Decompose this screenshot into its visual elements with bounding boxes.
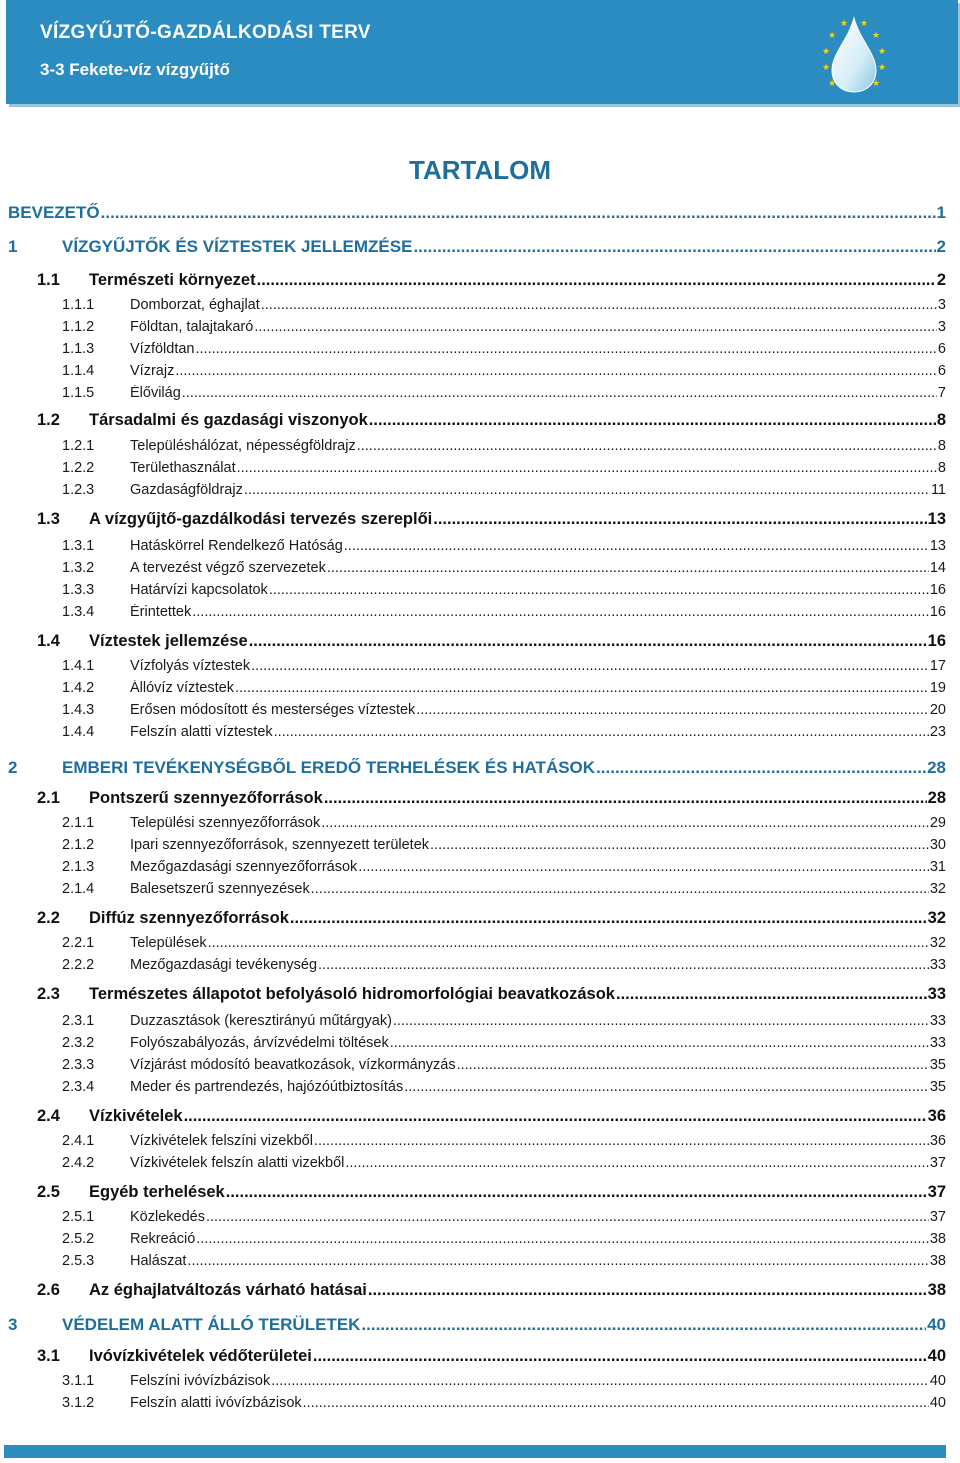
- toc-dot-leader: [182, 385, 937, 401]
- toc-entry-title: BEVEZETŐ: [8, 203, 100, 222]
- toc-entry-title: Felszín alatti víztestek: [130, 724, 273, 740]
- toc-entry[interactable]: [37, 1281, 946, 1303]
- toc-dot-leader: [196, 341, 937, 357]
- svg-text:★: ★: [840, 18, 849, 28]
- svg-text:★: ★: [860, 18, 869, 28]
- toc-entry-page: 28: [927, 789, 946, 807]
- svg-text:★: ★: [822, 62, 831, 72]
- toc-entry[interactable]: [62, 1373, 946, 1393]
- toc-entry[interactable]: [62, 815, 946, 835]
- toc-entry-page: 14: [929, 560, 946, 576]
- toc-entry[interactable]: [8, 1315, 946, 1337]
- toc-entry-number: 2.3.3: [62, 1057, 95, 1073]
- toc-dot-leader: [361, 1315, 926, 1335]
- toc-dot-leader: [274, 724, 929, 740]
- toc-entry-page: 19: [929, 680, 946, 696]
- toc-dot-leader: [196, 1231, 929, 1247]
- toc-entry-page: 33: [929, 1035, 946, 1051]
- svg-text:★: ★: [872, 78, 881, 88]
- toc-entry-title: Folyószabályozás, árvízvédelmi töltések: [130, 1035, 389, 1051]
- toc-entry-page: 20: [929, 702, 946, 718]
- toc-entry-title: Meder és partrendezés, hajózóútbiztosítás: [130, 1079, 404, 1095]
- toc-entry-page: 36: [929, 1133, 946, 1149]
- toc-entry-page: 33: [927, 985, 946, 1003]
- toc-entry[interactable]: [62, 1155, 946, 1175]
- toc-entry[interactable]: [62, 724, 946, 744]
- toc-entry-number: 1.1: [37, 271, 60, 289]
- toc-dot-leader: [303, 1395, 929, 1411]
- toc-entry-page: 13: [927, 510, 946, 528]
- toc-entry[interactable]: [62, 1253, 946, 1273]
- toc-entry-page: 16: [929, 604, 946, 620]
- toc-entry[interactable]: [62, 385, 946, 405]
- toc-entry-title: Határvízi kapcsolatok: [130, 582, 268, 598]
- svg-text:★: ★: [872, 30, 881, 40]
- toc-dot-leader: [313, 1347, 927, 1366]
- toc-dot-leader: [192, 604, 929, 620]
- svg-text:★: ★: [828, 30, 837, 40]
- toc-entry[interactable]: [62, 560, 946, 580]
- toc-entry-title: VÍZGYŰJTŐK ÉS VÍZTESTEK JELLEMZÉSE: [62, 237, 413, 256]
- toc-entry-number: 1.4.1: [62, 658, 95, 674]
- toc-entry-page: 37: [929, 1209, 946, 1225]
- toc-entry-title: Területhasználat: [130, 460, 236, 476]
- toc-entry-title: Élővilág: [130, 385, 181, 401]
- toc-entry-page: 7: [937, 385, 946, 401]
- toc-dot-leader: [457, 1057, 929, 1073]
- toc-entry-title: Mezőgazdasági szennyezőforrások: [130, 859, 358, 875]
- toc-entry-title: Erősen módosított és mesterséges víztestek: [130, 702, 416, 718]
- toc-entry-number: 3.1: [37, 1347, 60, 1365]
- toc-entry-page: 40: [929, 1395, 946, 1411]
- toc-entry-page: 3: [937, 297, 946, 313]
- toc-dot-leader: [430, 837, 929, 853]
- toc-entry-title: Természeti környezet: [89, 271, 256, 289]
- page-title: TARTALOM: [409, 155, 551, 185]
- toc-entry[interactable]: [37, 632, 946, 654]
- toc-entry[interactable]: [62, 363, 946, 383]
- toc-entry[interactable]: [62, 680, 946, 700]
- toc-entry[interactable]: [62, 1013, 946, 1033]
- toc-entry-title: Duzzasztások (keresztirányú műtárgyak): [130, 1013, 392, 1029]
- toc-entry[interactable]: [62, 538, 946, 558]
- toc-entry[interactable]: [62, 658, 946, 678]
- toc-entry-page: 38: [929, 1253, 946, 1269]
- toc-entry-number: 2.3.4: [62, 1079, 95, 1095]
- toc-entry-page: 28: [927, 758, 946, 777]
- toc-entry-number: 1.1.4: [62, 363, 95, 379]
- toc-entry[interactable]: [62, 341, 946, 361]
- toc-dot-leader: [345, 1155, 928, 1171]
- toc-entry-number: 2.5.3: [62, 1253, 95, 1269]
- toc-entry-page: 6: [937, 341, 946, 357]
- toc-dot-leader: [187, 1253, 928, 1269]
- toc-entry[interactable]: [62, 482, 946, 502]
- toc-dot-leader: [254, 319, 937, 335]
- toc-entry-page: 1: [936, 203, 946, 222]
- toc-entry-title: Felszín alatti ivóvízbázisok: [130, 1395, 302, 1411]
- toc-entry-title: Természetes állapotot befolyásoló hidromorfológiai beavatkozások: [89, 985, 615, 1003]
- toc-entry-page: 16: [929, 582, 946, 598]
- toc-entry[interactable]: [62, 837, 946, 857]
- toc-entry-title: Halászat: [130, 1253, 187, 1269]
- toc-entry[interactable]: [62, 604, 946, 624]
- footer-bar: [4, 1445, 946, 1458]
- toc-entry[interactable]: [62, 1209, 946, 1229]
- toc-entry-page: 8: [937, 460, 946, 476]
- toc-entry-number: 1.2.1: [62, 438, 95, 454]
- toc-entry-number: 2.1.3: [62, 859, 95, 875]
- toc-dot-leader: [206, 1209, 929, 1225]
- toc-entry-title: Településhálózat, népességföldrajz: [130, 438, 356, 454]
- toc-entry-number: 1.1.5: [62, 385, 95, 401]
- toc-entry[interactable]: [8, 203, 946, 225]
- toc-dot-leader: [175, 363, 937, 379]
- toc-entry-title: Vízkivételek: [89, 1107, 183, 1125]
- toc-dot-leader: [226, 1183, 927, 1202]
- toc-entry-title: EMBERI TEVÉKENYSÉGBŐL EREDŐ TERHELÉSEK ÉS HATÁSOK: [62, 758, 596, 777]
- toc-dot-leader: [269, 582, 929, 598]
- toc-entry[interactable]: [62, 859, 946, 879]
- toc-dot-leader: [404, 1079, 929, 1095]
- toc-entry-title: Az éghajlatváltozás várható hatásai: [89, 1281, 367, 1299]
- toc-dot-leader: [416, 702, 929, 718]
- toc-entry-page: 32: [927, 909, 946, 927]
- toc-entry-number: 2.2: [37, 909, 60, 927]
- toc-dot-leader: [314, 1133, 929, 1149]
- toc-entry-number: 2.5: [37, 1183, 60, 1201]
- toc-dot-leader: [596, 758, 926, 778]
- svg-text:★: ★: [828, 78, 837, 88]
- toc-entry[interactable]: [37, 1107, 946, 1129]
- toc-entry-page: 40: [927, 1347, 946, 1365]
- toc-entry-number: 1: [8, 237, 18, 256]
- toc-entry-page: 30: [929, 837, 946, 853]
- toc-dot-leader: [235, 680, 929, 696]
- toc-entry-page: 29: [929, 815, 946, 831]
- toc-entry[interactable]: [62, 582, 946, 602]
- toc-dot-leader: [369, 411, 936, 430]
- toc-entry-title: Társadalmi és gazdasági viszonyok: [89, 411, 368, 429]
- toc-entry-number: 2.2.2: [62, 957, 95, 973]
- toc-entry-title: Pontszerű szennyezőforrások: [89, 789, 323, 807]
- toc-dot-leader: [237, 460, 937, 476]
- toc-entry-page: 8: [937, 438, 946, 454]
- toc-entry[interactable]: [62, 702, 946, 722]
- toc-entry-page: 40: [927, 1315, 946, 1334]
- toc-entry-number: 2.6: [37, 1281, 60, 1299]
- toc-dot-leader: [393, 1013, 929, 1029]
- toc-dot-leader: [318, 957, 929, 973]
- toc-dot-leader: [321, 815, 929, 831]
- toc-dot-leader: [616, 985, 927, 1004]
- toc-entry-page: 33: [929, 957, 946, 973]
- toc-entry-number: 1.4.2: [62, 680, 95, 696]
- toc-entry-number: 3: [8, 1315, 18, 1334]
- toc-entry[interactable]: [37, 1347, 946, 1369]
- toc-entry-title: Települések: [130, 935, 207, 951]
- toc-entry-number: 2.1: [37, 789, 60, 807]
- toc-entry-number: 1.3.4: [62, 604, 95, 620]
- toc-entry-page: 32: [929, 935, 946, 951]
- toc-entry-number: 2.4.2: [62, 1155, 95, 1171]
- toc-entry[interactable]: [37, 510, 946, 532]
- toc-entry-page: 2: [936, 237, 946, 256]
- toc-entry[interactable]: [62, 1231, 946, 1251]
- toc-dot-leader: [358, 859, 929, 875]
- toc-entry-title: Földtan, talajtakaró: [130, 319, 254, 335]
- toc-entry[interactable]: [62, 1079, 946, 1099]
- toc-entry-number: 2.3: [37, 985, 60, 1003]
- toc-entry-title: Gazdaságföldrajz: [130, 482, 243, 498]
- svg-text:★: ★: [878, 62, 887, 72]
- toc-entry[interactable]: [62, 1133, 946, 1153]
- toc-entry-number: 1.4.4: [62, 724, 95, 740]
- toc-entry-title: Települési szennyezőforrások: [130, 815, 321, 831]
- toc-entry-number: 1.3.3: [62, 582, 95, 598]
- toc-dot-leader: [390, 1035, 929, 1051]
- toc-entry-page: 11: [930, 482, 946, 498]
- toc-entry-title: Állóvíz víztestek: [130, 680, 234, 696]
- toc-dot-leader: [208, 935, 929, 951]
- toc-entry-title: Vízfolyás víztestek: [130, 658, 251, 674]
- toc-entry-number: 1.1.3: [62, 341, 95, 357]
- toc-dot-leader: [290, 909, 927, 928]
- toc-entry-page: 17: [929, 658, 946, 674]
- toc-dot-leader: [368, 1281, 927, 1300]
- toc-entry-number: 1.1.2: [62, 319, 95, 335]
- toc-entry-title: Mezőgazdasági tevékenység: [130, 957, 318, 973]
- toc-entry[interactable]: [62, 935, 946, 955]
- toc-entry-page: 37: [929, 1155, 946, 1171]
- toc-entry-title: Domborzat, éghajlat: [130, 297, 260, 313]
- toc-entry-title: A vízgyűjtő-gazdálkodási tervezés szereplői: [89, 510, 433, 528]
- header-title: VÍZGYŰJTŐ-GAZDÁLKODÁSI TERV: [40, 22, 371, 43]
- toc-entry-title: Vízkivételek felszín alatti vizekből: [130, 1155, 345, 1171]
- toc-entry-page: 35: [929, 1079, 946, 1095]
- toc-entry[interactable]: [8, 237, 946, 259]
- toc-entry-title: Vízjárást módosító beavatkozások, vízkormányzás: [130, 1057, 456, 1073]
- toc-entry[interactable]: [62, 460, 946, 480]
- toc-entry-number: 1.3: [37, 510, 60, 528]
- toc-entry-number: 2.5.2: [62, 1231, 95, 1247]
- toc-entry-number: 2.3.1: [62, 1013, 95, 1029]
- toc-entry-number: 2.4: [37, 1107, 60, 1125]
- toc-entry-page: 16: [927, 632, 946, 650]
- toc-entry-number: 2.1.4: [62, 881, 95, 897]
- toc-dot-leader: [344, 538, 929, 554]
- toc-entry[interactable]: [62, 957, 946, 977]
- svg-text:★: ★: [822, 46, 831, 56]
- toc-entry-number: 1.2: [37, 411, 60, 429]
- toc-entry-page: 13: [929, 538, 946, 554]
- svg-text:★: ★: [878, 46, 887, 56]
- toc-entry[interactable]: [62, 881, 946, 901]
- toc-entry-title: Közlekedés: [130, 1209, 205, 1225]
- toc-entry-title: Vízrajz: [130, 363, 175, 379]
- toc-entry[interactable]: [37, 985, 946, 1007]
- toc-entry-page: 6: [937, 363, 946, 379]
- toc-entry-page: 3: [937, 319, 946, 335]
- toc-entry[interactable]: [62, 297, 946, 317]
- toc-entry-number: 1.4: [37, 632, 60, 650]
- toc-entry-title: Ivóvízkivételek védőterületei: [89, 1347, 312, 1365]
- toc-entry-title: Egyéb terhelések: [89, 1183, 225, 1201]
- toc-entry-page: 23: [929, 724, 946, 740]
- toc-entry-number: 2.4.1: [62, 1133, 95, 1149]
- toc-entry-title: Hatáskörrel Rendelkező Hatóság: [130, 538, 343, 554]
- toc-entry-page: 37: [927, 1183, 946, 1201]
- toc-entry-page: 38: [929, 1231, 946, 1247]
- toc-entry-number: 1.2.3: [62, 482, 95, 498]
- toc-dot-leader: [261, 297, 937, 313]
- toc-dot-leader: [311, 881, 929, 897]
- header-subtitle: 3-3 Fekete-víz vízgyűjtő: [40, 60, 230, 79]
- toc-entry-page: 32: [929, 881, 946, 897]
- toc-entry-page: 33: [929, 1013, 946, 1029]
- toc-dot-leader: [249, 632, 927, 651]
- toc-dot-leader: [257, 271, 936, 290]
- toc-dot-leader: [244, 482, 930, 498]
- toc-entry-title: A tervezést végző szervezetek: [130, 560, 326, 576]
- toc-entry-page: 31: [929, 859, 946, 875]
- toc-entry-title: Balesetszerű szennyezések: [130, 881, 310, 897]
- toc-entry-title: Felszíni ivóvízbázisok: [130, 1373, 271, 1389]
- toc-entry[interactable]: [62, 1395, 946, 1415]
- toc-entry-number: 2.1.1: [62, 815, 95, 831]
- toc-dot-leader: [433, 510, 926, 529]
- toc-entry-number: 2.3.2: [62, 1035, 95, 1051]
- toc-entry[interactable]: [37, 1183, 946, 1205]
- toc-entry[interactable]: [37, 909, 946, 931]
- toc-entry-page: 35: [929, 1057, 946, 1073]
- toc-dot-leader: [184, 1107, 927, 1126]
- toc-dot-leader: [101, 203, 936, 223]
- toc-entry-title: Ipari szennyezőforrások, szennyezett területek: [130, 837, 430, 853]
- toc-dot-leader: [413, 237, 935, 257]
- toc-entry-number: 2.5.1: [62, 1209, 95, 1225]
- toc-dot-leader: [324, 789, 927, 808]
- toc-entry-number: 1.2.2: [62, 460, 95, 476]
- toc-entry-number: 3.1.1: [62, 1373, 95, 1389]
- toc-entry-number: 1.4.3: [62, 702, 95, 718]
- toc-entry-number: 1.3.2: [62, 560, 95, 576]
- toc-entry-page: 2: [936, 271, 946, 289]
- toc-entry-title: Diffúz szennyezőforrások: [89, 909, 289, 927]
- toc-entry-number: 2.1.2: [62, 837, 95, 853]
- toc-entry-page: 38: [927, 1281, 946, 1299]
- toc-entry[interactable]: [62, 438, 946, 458]
- toc-entry-title: VÉDELEM ALATT ÁLLÓ TERÜLETEK: [62, 1315, 361, 1334]
- toc-entry[interactable]: [8, 758, 946, 780]
- toc-entry-page: 40: [929, 1373, 946, 1389]
- toc-entry-page: 8: [936, 411, 946, 429]
- toc-entry-title: Vízkivételek felszíni vizekből: [130, 1133, 313, 1149]
- toc-entry[interactable]: [37, 789, 946, 811]
- toc-entry-title: Vízföldtan: [130, 341, 195, 357]
- toc-dot-leader: [251, 658, 929, 674]
- toc-entry[interactable]: [62, 319, 946, 339]
- toc-dot-leader: [327, 560, 929, 576]
- toc-entry-title: Víztestek jellemzése: [89, 632, 248, 650]
- toc-entry[interactable]: [37, 271, 946, 293]
- toc-entry-number: 3.1.2: [62, 1395, 95, 1411]
- toc-entry[interactable]: [62, 1057, 946, 1077]
- toc-entry-title: Rekreáció: [130, 1231, 196, 1247]
- toc-dot-leader: [271, 1373, 929, 1389]
- toc-entry[interactable]: [62, 1035, 946, 1055]
- toc-entry[interactable]: [37, 411, 946, 433]
- toc-entry-title: Érintettek: [130, 604, 192, 620]
- toc-entry-number: 1.3.1: [62, 538, 95, 554]
- toc-entry-number: 2: [8, 758, 18, 777]
- toc-entry-page: 36: [927, 1107, 946, 1125]
- toc-entry-number: 2.2.1: [62, 935, 95, 951]
- toc-dot-leader: [357, 438, 937, 454]
- toc-entry-number: 1.1.1: [62, 297, 95, 313]
